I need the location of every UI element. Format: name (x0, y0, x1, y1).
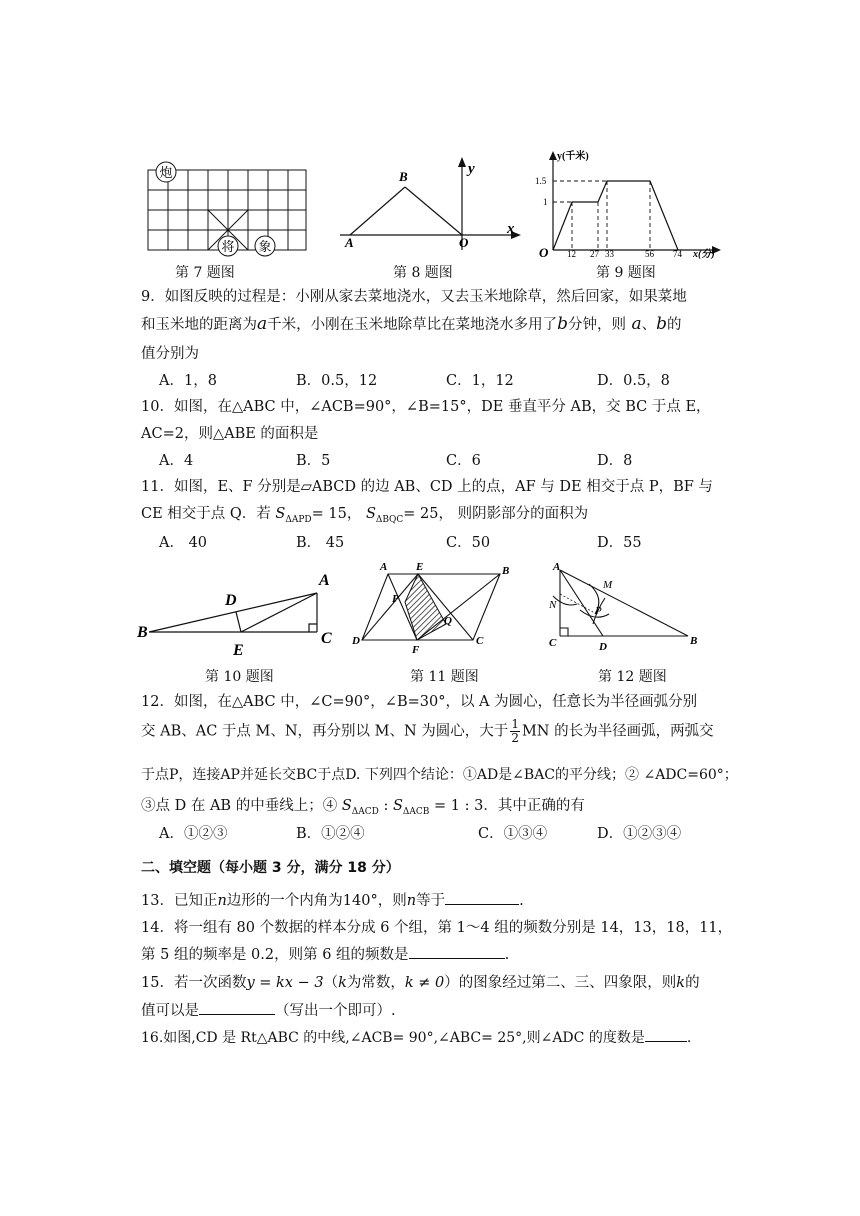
svg-text:27: 27 (590, 249, 599, 259)
q9-line2: 和玉米地的距离为a千米，小刚在玉米地除草比在菜地浇水多用了b分钟，则 a、b的 (141, 314, 682, 334)
q10-line2: AC=2，则△ABE 的面积是 (141, 426, 319, 442)
svg-text:A: A (319, 572, 330, 589)
q9-line1: 9．如图反映的过程是：小刚从家去菜地浇水，又去玉米地除草，然后回家，如果菜地 (141, 289, 687, 305)
figure-7-caption: 第 7 题图 (175, 265, 235, 281)
svg-text:y(千米): y(千米) (557, 151, 589, 162)
svg-text:B: B (502, 565, 510, 577)
q11-option-d: D．55 (597, 535, 642, 551)
svg-text:12: 12 (567, 249, 576, 259)
q10-option-c: C．6 (446, 453, 481, 469)
chess-piece-jiang (218, 236, 238, 256)
chess-piece-xiang (255, 236, 275, 256)
svg-text:F: F (412, 644, 420, 655)
svg-text:x(分): x(分) (693, 249, 715, 260)
q13-answer-blank[interactable] (445, 890, 519, 905)
figure-11-diagram (350, 560, 520, 655)
q15-answer-blank[interactable] (199, 1000, 275, 1015)
svg-text:D: D (599, 641, 607, 653)
figure-11-caption: 第 11 题图 (410, 669, 479, 685)
q14-answer-blank[interactable] (409, 944, 505, 959)
svg-text:y: y (468, 161, 475, 177)
q11-option-a: A． 40 (159, 535, 208, 551)
svg-text:P: P (392, 593, 399, 605)
q11-option-b: B． 45 (296, 535, 345, 551)
svg-text:M: M (603, 579, 613, 591)
chess-piece-pao (156, 162, 176, 182)
q16-answer-blank[interactable] (645, 1027, 687, 1042)
q11-line2: CE 相交于点 Q．若 $S_{\Delta APD}= 15$， $S_{\Delta BQC}= 25$， 则阴影部分的面积为 (141, 506, 589, 525)
q9-line3: 值分别为 (141, 346, 199, 362)
q15-line1: 15．若一次函数y = kx − 3（k为常数，k ≠ 0）的图象经过第二、三、四象限，则k的 (141, 975, 700, 991)
figure-12-caption: 第 12 题图 (598, 669, 667, 685)
svg-text:N: N (549, 599, 557, 611)
q14-line1: 14．将一组有 80 个数据的样本分成 6 个组，第 1～4 组的频数分别是 14，13，18，11， (141, 920, 733, 936)
svg-text:x: x (507, 221, 515, 237)
svg-text:P: P (595, 605, 602, 617)
figure-10-diagram (135, 565, 345, 660)
q9-option-a: A．1，8 (159, 373, 217, 389)
svg-text:C: C (321, 630, 332, 647)
q12-line2: 交 AB、AC 于点 M、N，再分别以 M、N 为圆心，大于 $\frac{1}{2}$ MN 的长为半径画弧，两弧交 (141, 717, 714, 745)
svg-text:E: E (416, 561, 424, 573)
svg-text:E: E (233, 642, 244, 659)
q10-option-a: A．4 (159, 453, 194, 469)
svg-text:B: B (690, 635, 698, 647)
q12-option-a: A．①②③ (159, 826, 228, 842)
svg-text:33: 33 (605, 249, 614, 259)
figure-8-diagram (335, 155, 525, 255)
svg-text:A: A (345, 235, 354, 250)
q12-option-b: B．①②④ (296, 826, 365, 842)
section-2-heading: 二、填空题（每小题 3 分，满分 18 分） (141, 860, 400, 876)
q10-line1: 10．如图，在△ABC 中，∠ACB=90°，∠B=15°，DE 垂直平分 AB，交 BC 于点 E， (141, 399, 711, 415)
q10-option-d: D．8 (597, 453, 633, 469)
q14-line2: 第 5 组的频率是 0.2，则第 6 组的频数是 . (141, 943, 509, 964)
q11-line1: 11．如图，E、F 分别是▱ABCD 的边 AB、CD 上的点，AF 与 DE 相交于点 P，BF 与 (141, 479, 713, 495)
fraction-half: $\frac{1}{2}$ (511, 717, 519, 745)
svg-text:C: C (549, 637, 557, 649)
svg-text:将: 将 (221, 239, 235, 254)
q15-line2: 值可以是 （写出一个即可）. (141, 999, 396, 1020)
q11-option-c: C．50 (446, 535, 491, 551)
svg-text:O: O (459, 235, 469, 250)
q9-option-b: B．0.5，12 (296, 373, 378, 389)
svg-text:Q: Q (444, 615, 452, 627)
svg-text:56: 56 (645, 249, 654, 259)
svg-text:D: D (225, 592, 237, 609)
svg-text:A: A (553, 561, 561, 573)
figure-12-diagram (545, 558, 715, 655)
svg-text:B: B (137, 624, 148, 641)
q10-option-b: B．5 (296, 453, 331, 469)
q16: 16.如图,CD 是 Rt△ABC 的中线,∠ACB= 90°,∠ABC= 25°,则∠ADC 的度数是 . (141, 1027, 691, 1047)
figure-9-graph (535, 145, 730, 260)
svg-text:A: A (380, 561, 388, 573)
q12-option-d: D．①②③④ (597, 826, 682, 842)
svg-text:O: O (539, 245, 549, 260)
svg-text:B: B (399, 169, 408, 184)
svg-text:C: C (476, 635, 484, 647)
svg-text:1: 1 (543, 197, 548, 207)
figure-8-caption: 第 8 题图 (393, 265, 453, 281)
figure-9-caption: 第 9 题图 (596, 265, 656, 281)
q12-line4: ③点 D 在 AB 的中垂线上；④ $S_{\Delta ACD}$ : $S_{\Delta ACB} = 1$ : 3．其中正确的有 (141, 798, 585, 817)
q13: 13．已知正n边形的一个内角为140°，则n等于 . (141, 889, 524, 910)
svg-text:炮: 炮 (159, 165, 173, 180)
figure-7-chessboard (140, 160, 315, 260)
svg-text:74: 74 (673, 249, 682, 259)
q12-line1: 12．如图，在△ABC 中，∠C=90°，∠B=30°，以 A 为圆心，任意长为半径画弧分别 (141, 694, 698, 710)
svg-text:1.5: 1.5 (535, 176, 547, 186)
q12-option-c: C．①③④ (478, 826, 548, 842)
svg-text:象: 象 (258, 239, 272, 254)
q12-line3: 于点P，连接AP并延长交BC于点D. 下列四个结论：①AD是∠BAC的平分线；② ∠ADC=60°； (141, 767, 738, 783)
q9-option-c: C．1，12 (446, 373, 514, 389)
figure-10-caption: 第 10 题图 (205, 669, 274, 685)
q9-option-d: D．0.5，8 (597, 373, 670, 389)
svg-text:D: D (352, 635, 360, 647)
